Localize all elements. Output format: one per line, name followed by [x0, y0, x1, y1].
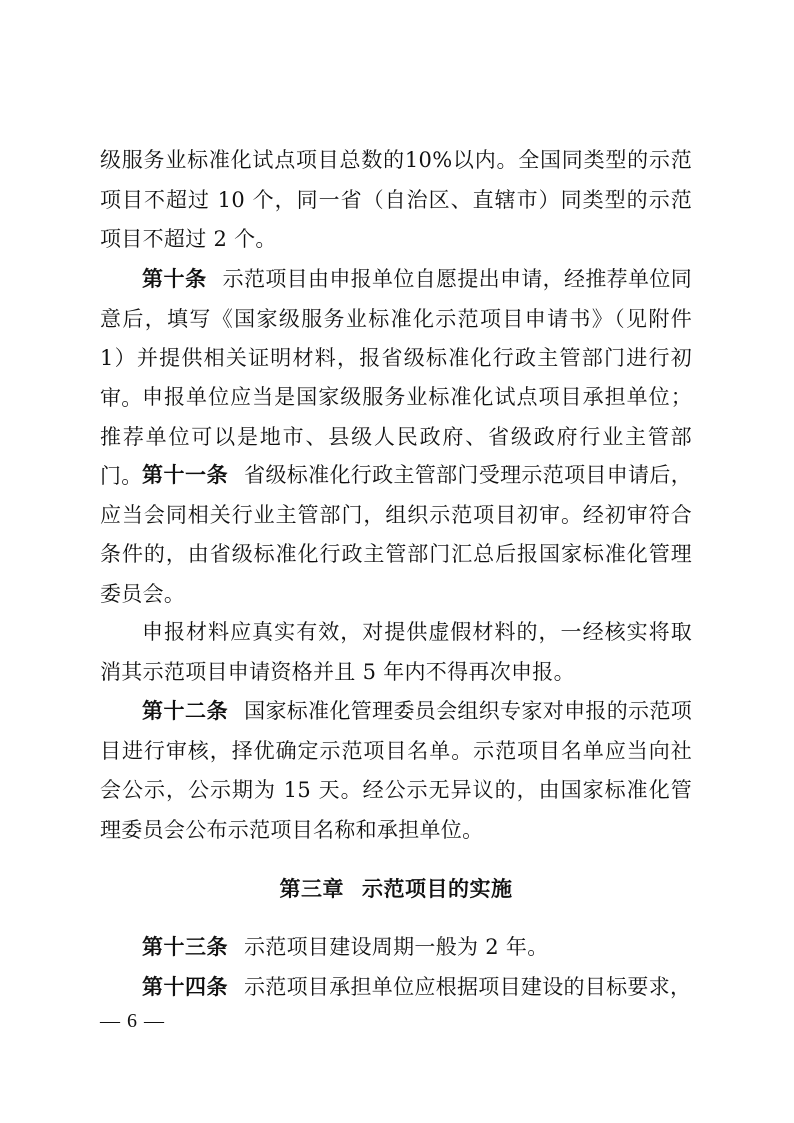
article-heading: 第十二条 — [142, 699, 229, 723]
page-number: — 6 — — [100, 1010, 165, 1032]
article-14 — [100, 968, 692, 1008]
paragraph-text: 级服务业标准化试点项目总数的10%以内。全国同类型的示范项目不超过 10 个，同一省（自治区、直辖市）同类型的示范项目不超过 2 个。 — [100, 148, 692, 251]
chapter-heading — [100, 873, 692, 903]
paragraph-text: 省级标准化行政主管部门受理示范项目申请后，应当会同相关行业主管部门，组织示范项目初审。经初审符合条件的，由省级标准化行政主管部门汇总后报国家标准化管理委员会。 — [100, 463, 693, 606]
article-heading: 第十四条 — [142, 975, 228, 999]
article-heading: 第十条 — [142, 267, 207, 291]
paragraph-continuation — [100, 141, 692, 260]
paragraph-text: 示范项目由申报单位自愿提出申请，经推荐单位同意后，填写《国家级服务业标准化示范项目申请书》（见附件 1）并提供相关证明材料，报省级标准化行政主管部门进行初审。 — [100, 267, 692, 410]
paragraph-materials — [100, 613, 692, 692]
paragraph-text: 申报材料应真实有效，对提供虚假材料的，一经核实将取消其示范项目申请资格并且 5 年内不得再次申报。 — [100, 620, 692, 684]
article-12 — [100, 692, 692, 850]
paragraph-text: 示范项目承担单位应根据项目建设的目标要求， — [244, 975, 692, 999]
article-heading: 第十一条 — [142, 463, 229, 487]
article-11 — [100, 456, 692, 614]
paragraph-text: 申报单位应当是国家级服务业标准化试点项目承担单位；推荐单位可以是地市、县级人民政府、省级政府行业主管部门。 — [100, 385, 692, 488]
article-13 — [100, 928, 692, 968]
chapter-number: 第三章 — [279, 877, 344, 901]
article-heading: 第十三条 — [142, 935, 228, 959]
paragraph-text: 国家标准化管理委员会组织专家对申报的示范项目进行审核，择优确定示范项目名单。示范项目名单应当向社会公示，公示期为 15 天。经公示无异议的，由国家标准化管理委员会公布示范项目名称和承担单位。 — [100, 699, 693, 842]
paragraph-text: 示范项目建设周期一般为 2 年。 — [244, 935, 549, 959]
chapter-title: 示范项目的实施 — [362, 877, 513, 901]
